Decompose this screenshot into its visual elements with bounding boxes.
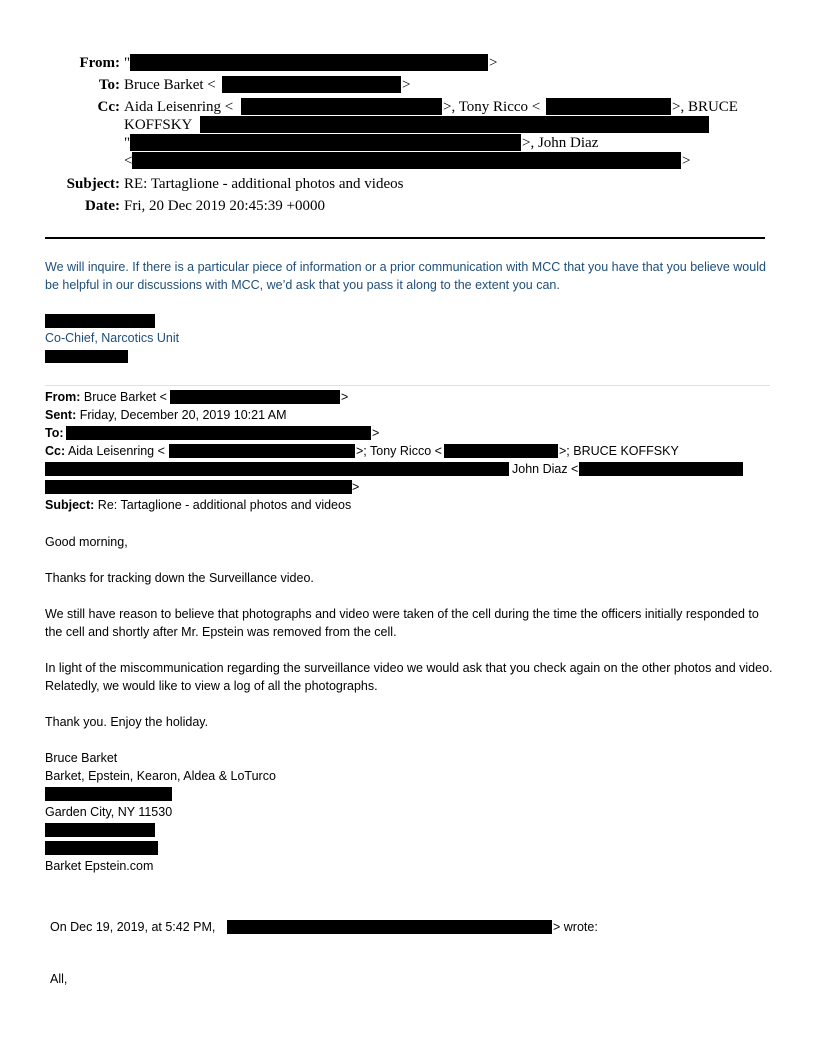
quoted-from-close: > bbox=[341, 390, 349, 404]
redaction-quoted-cc-2 bbox=[444, 444, 558, 458]
cc-sep1: >, Tony Ricco < bbox=[443, 99, 541, 115]
redaction-cc-address-1 bbox=[241, 98, 442, 115]
date-label: Date: bbox=[85, 198, 120, 214]
redaction-sender-name bbox=[45, 314, 155, 328]
subject-value: RE: Tartaglione - additional photos and videos bbox=[124, 176, 404, 192]
cc-line2: KOFFSKY bbox=[124, 117, 193, 133]
cc-name1: Aida Leisenring < bbox=[124, 99, 234, 115]
from-open-quote: " bbox=[124, 55, 131, 71]
redaction-signature-phone bbox=[45, 823, 155, 837]
subject-label: Subject: bbox=[66, 176, 120, 192]
from-close: > bbox=[489, 55, 498, 71]
redaction-cc-address-3 bbox=[200, 116, 709, 133]
redaction-cc-address-4 bbox=[130, 134, 521, 151]
redaction-signature-fax bbox=[45, 841, 158, 855]
reply-body: We will inquire. If there is a particular piece of information or a prior communication with MCC that you have that you believe would be helpful in our discussions with MCC, we’d ask that you pass it along to the extent you can. bbox=[45, 260, 766, 292]
redaction-cc-address-5 bbox=[132, 152, 681, 169]
quote-divider bbox=[45, 385, 770, 386]
quoted-cc-name1: Aida Leisenring < bbox=[67, 444, 165, 458]
redaction-earlier-sender bbox=[227, 920, 552, 934]
cc-sep2: >, BRUCE bbox=[672, 99, 738, 115]
header-divider bbox=[45, 237, 765, 239]
quoted-cc-sep1: >; Tony Ricco < bbox=[356, 444, 442, 458]
redaction-quoted-cc-5 bbox=[45, 480, 352, 494]
redaction-quoted-cc-3 bbox=[45, 462, 509, 476]
quoted-subject-line bbox=[45, 496, 351, 514]
redaction-signature-address bbox=[45, 787, 172, 801]
earlier-greeting: All, bbox=[50, 972, 68, 986]
from-label: From: bbox=[79, 55, 120, 71]
quoted-cc-sep2: >; BRUCE KOFFSKY bbox=[559, 444, 679, 458]
quoted-from-label: From: bbox=[45, 390, 81, 404]
to-close: > bbox=[402, 77, 411, 93]
signature-name: Bruce Barket bbox=[45, 751, 118, 765]
signature-city: Garden City, NY 11530 bbox=[45, 805, 173, 819]
quoted-subject-label: Subject: bbox=[45, 498, 95, 512]
cc-line3-close: >, John Diaz bbox=[522, 135, 599, 151]
redaction-quoted-cc-1 bbox=[169, 444, 355, 458]
quoted-from-value: Bruce Barket < bbox=[83, 390, 167, 404]
quoted-to-label: To: bbox=[45, 426, 64, 440]
quoted-paragraph-3: In light of the miscommunication regarding the surveillance video we would ask that you check again on the other photos and video. Relatedly, we would like to view a log of all the photographs. bbox=[45, 661, 773, 693]
redaction-from-address bbox=[130, 54, 488, 71]
quoted-cc-line bbox=[45, 442, 165, 460]
signature-web: Barket Epstein.com bbox=[45, 859, 154, 873]
to-value: Bruce Barket < bbox=[124, 77, 216, 93]
quoted-sent-line bbox=[45, 406, 287, 424]
date-value: Fri, 20 Dec 2019 20:45:39 +0000 bbox=[124, 198, 325, 214]
cc-line4-open: < bbox=[124, 153, 133, 169]
redaction-quoted-cc-4 bbox=[579, 462, 743, 476]
quoted-to-close: > bbox=[372, 426, 380, 440]
redaction-quoted-to bbox=[66, 426, 371, 440]
quoted-paragraph-1: Thanks for tracking down the Surveillance video. bbox=[45, 571, 314, 585]
quoted-greeting: Good morning, bbox=[45, 535, 128, 549]
redaction-to-address bbox=[222, 76, 401, 93]
quoted-cc-line3-close: > bbox=[352, 480, 360, 494]
quoted-subject-value: Re: Tartaglione - additional photos and videos bbox=[97, 498, 352, 512]
quoted-sent-value: Friday, December 20, 2019 10:21 AM bbox=[79, 408, 287, 422]
signature-firm: Barket, Epstein, Kearon, Aldea & LoTurco bbox=[45, 769, 276, 783]
quoted-sent-label: Sent: bbox=[45, 408, 77, 422]
cc-label: Cc: bbox=[97, 99, 120, 115]
quoted-paragraph-2: We still have reason to believe that photographs and video were taken of the cell during the time the officers initially responded to the cell and shortly after Mr. Epstein was removed from the cell. bbox=[45, 607, 759, 639]
quoted-paragraph-4: Thank you. Enjoy the holiday. bbox=[45, 715, 209, 729]
sender-title: Co-Chief, Narcotics Unit bbox=[45, 331, 180, 345]
earlier-suffix: > wrote: bbox=[553, 920, 598, 934]
quoted-cc-line2: John Diaz < bbox=[512, 462, 579, 476]
earlier-prefix: On Dec 19, 2019, at 5:42 PM, bbox=[50, 920, 216, 934]
cc-line3-open: " bbox=[124, 135, 131, 151]
to-label: To: bbox=[98, 77, 120, 93]
redaction-quoted-from bbox=[170, 390, 340, 404]
quoted-from-line bbox=[45, 388, 167, 406]
redaction-sender-contact bbox=[45, 350, 128, 363]
cc-line4-close: > bbox=[682, 153, 691, 169]
quoted-cc-label: Cc: bbox=[45, 444, 66, 458]
redaction-cc-address-2 bbox=[546, 98, 671, 115]
